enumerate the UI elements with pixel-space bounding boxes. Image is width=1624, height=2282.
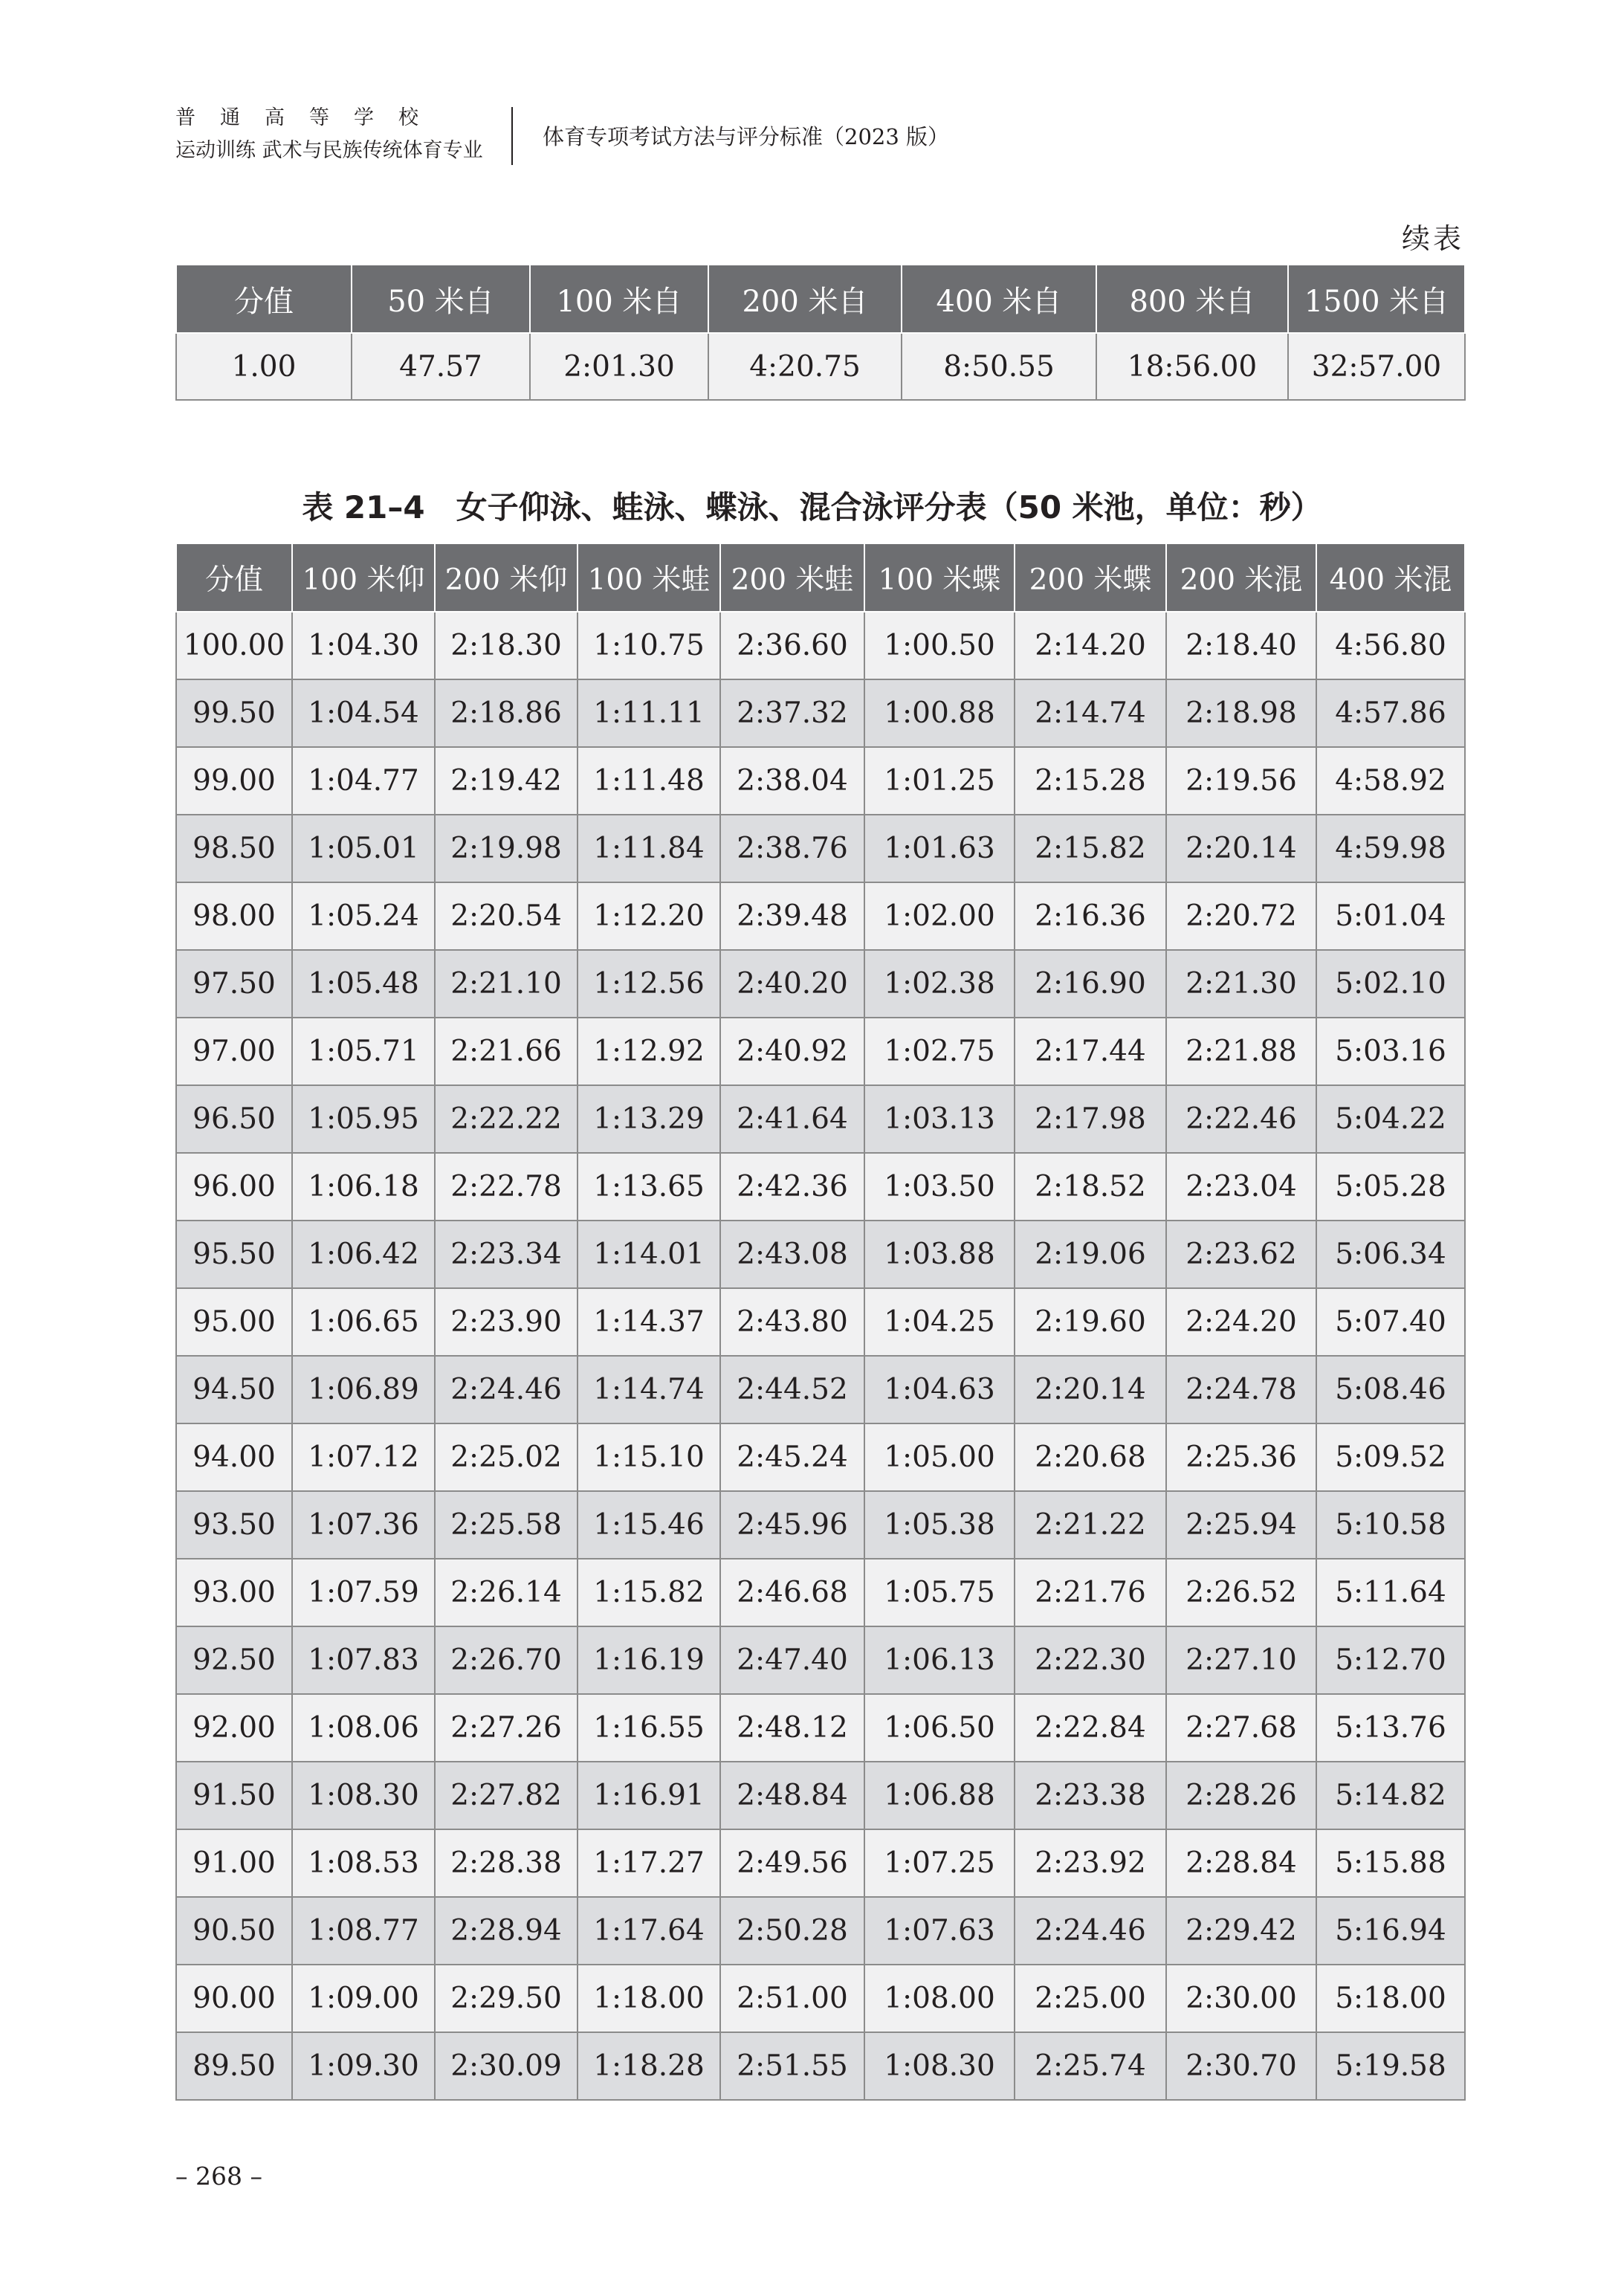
table-row <box>176 1897 1465 1965</box>
time-cell: 2:21.66 <box>435 1018 578 1085</box>
score-cell: 93.00 <box>176 1559 292 1626</box>
time-cell: 1:15.10 <box>578 1423 720 1491</box>
time-cell: 2:47.40 <box>720 1626 864 1694</box>
time-cell: 5:01.04 <box>1316 882 1465 950</box>
time-cell: 2:26.14 <box>435 1559 578 1626</box>
time-cell: 2:23.38 <box>1015 1762 1166 1829</box>
time-cell: 1:00.50 <box>864 612 1015 679</box>
time-cell: 2:30.70 <box>1166 2032 1316 2100</box>
time-cell: 1:10.75 <box>578 612 720 679</box>
time-cell: 5:05.28 <box>1316 1153 1465 1221</box>
table-row <box>176 333 1465 400</box>
time-cell: 1:11.48 <box>578 747 720 815</box>
table-row <box>176 1829 1465 1897</box>
score-cell: 89.50 <box>176 2032 292 2100</box>
time-cell: 8:50.55 <box>902 333 1096 400</box>
time-cell: 2:30.09 <box>435 2032 578 2100</box>
time-cell: 1:01.63 <box>864 815 1015 882</box>
time-cell: 2:25.36 <box>1166 1423 1316 1491</box>
table-row <box>176 815 1465 882</box>
time-cell: 2:16.90 <box>1015 950 1166 1018</box>
score-cell: 95.00 <box>176 1288 292 1356</box>
table-header-row <box>176 265 1465 333</box>
time-cell: 1:18.28 <box>578 2032 720 2100</box>
time-cell: 2:40.92 <box>720 1018 864 1085</box>
time-cell: 2:24.46 <box>435 1356 578 1423</box>
time-cell: 2:38.04 <box>720 747 864 815</box>
column-header: 100 米自 <box>530 265 708 333</box>
time-cell: 2:51.00 <box>720 1965 864 2032</box>
table-row <box>176 1694 1465 1762</box>
time-cell: 1:02.75 <box>864 1018 1015 1085</box>
time-cell: 2:26.52 <box>1166 1559 1316 1626</box>
header-divider <box>511 107 513 165</box>
time-cell: 1:08.53 <box>292 1829 435 1897</box>
time-cell: 2:15.28 <box>1015 747 1166 815</box>
time-cell: 1:02.38 <box>864 950 1015 1018</box>
time-cell: 1:03.50 <box>864 1153 1015 1221</box>
time-cell: 1:07.59 <box>292 1559 435 1626</box>
score-cell: 93.50 <box>176 1491 292 1559</box>
time-cell: 2:45.24 <box>720 1423 864 1491</box>
time-cell: 2:25.58 <box>435 1491 578 1559</box>
time-cell: 2:38.76 <box>720 815 864 882</box>
time-cell: 1:08.30 <box>292 1762 435 1829</box>
time-cell: 2:19.98 <box>435 815 578 882</box>
time-cell: 2:23.90 <box>435 1288 578 1356</box>
time-cell: 1:05.01 <box>292 815 435 882</box>
time-cell: 1:11.84 <box>578 815 720 882</box>
score-cell: 91.00 <box>176 1829 292 1897</box>
time-cell: 1:15.46 <box>578 1491 720 1559</box>
time-cell: 2:29.42 <box>1166 1897 1316 1965</box>
time-cell: 2:44.52 <box>720 1356 864 1423</box>
time-cell: 2:20.68 <box>1015 1423 1166 1491</box>
time-cell: 2:30.00 <box>1166 1965 1316 2032</box>
table-header-row <box>176 543 1465 612</box>
time-cell: 5:08.46 <box>1316 1356 1465 1423</box>
table-row <box>176 1559 1465 1626</box>
time-cell: 1:12.92 <box>578 1018 720 1085</box>
time-cell: 2:39.48 <box>720 882 864 950</box>
time-cell: 47.57 <box>352 333 530 400</box>
time-cell: 1:02.00 <box>864 882 1015 950</box>
page-number: – 268 – <box>175 2162 262 2191</box>
time-cell: 1:15.82 <box>578 1559 720 1626</box>
time-cell: 2:20.72 <box>1166 882 1316 950</box>
time-cell: 2:22.84 <box>1015 1694 1166 1762</box>
time-cell: 1:12.56 <box>578 950 720 1018</box>
time-cell: 1:14.01 <box>578 1221 720 1288</box>
time-cell: 2:21.88 <box>1166 1018 1316 1085</box>
time-cell: 1:07.25 <box>864 1829 1015 1897</box>
time-cell: 1:08.00 <box>864 1965 1015 2032</box>
score-cell: 92.00 <box>176 1694 292 1762</box>
time-cell: 1:09.30 <box>292 2032 435 2100</box>
time-cell: 5:02.10 <box>1316 950 1465 1018</box>
time-cell: 1:16.19 <box>578 1626 720 1694</box>
column-header: 分值 <box>176 543 292 612</box>
column-header: 400 米自 <box>902 265 1096 333</box>
time-cell: 1:17.64 <box>578 1897 720 1965</box>
score-cell: 90.50 <box>176 1897 292 1965</box>
time-cell: 2:19.06 <box>1015 1221 1166 1288</box>
time-cell: 1:04.63 <box>864 1356 1015 1423</box>
time-cell: 2:28.84 <box>1166 1829 1316 1897</box>
time-cell: 2:27.82 <box>435 1762 578 1829</box>
time-cell: 2:50.28 <box>720 1897 864 1965</box>
time-cell: 1:18.00 <box>578 1965 720 2032</box>
time-cell: 2:18.40 <box>1166 612 1316 679</box>
time-cell: 2:41.64 <box>720 1085 864 1153</box>
time-cell: 4:57.86 <box>1316 679 1465 747</box>
continued-label: 续表 <box>1401 222 1464 255</box>
column-header: 200 米蝶 <box>1015 543 1166 612</box>
time-cell: 2:14.20 <box>1015 612 1166 679</box>
table-row <box>176 679 1465 747</box>
table-body <box>176 333 1465 400</box>
score-cell: 96.00 <box>176 1153 292 1221</box>
time-cell: 2:24.20 <box>1166 1288 1316 1356</box>
table-row <box>176 1221 1465 1288</box>
time-cell: 1:05.75 <box>864 1559 1015 1626</box>
time-cell: 5:09.52 <box>1316 1423 1465 1491</box>
time-cell: 2:18.98 <box>1166 679 1316 747</box>
time-cell: 1:06.65 <box>292 1288 435 1356</box>
time-cell: 2:01.30 <box>530 333 708 400</box>
time-cell: 2:51.55 <box>720 2032 864 2100</box>
time-cell: 1:05.00 <box>864 1423 1015 1491</box>
time-cell: 2:21.76 <box>1015 1559 1166 1626</box>
time-cell: 2:26.70 <box>435 1626 578 1694</box>
score-cell: 94.00 <box>176 1423 292 1491</box>
school-name: 普通高等学校 <box>175 106 443 129</box>
score-cell: 97.00 <box>176 1018 292 1085</box>
time-cell: 1:05.95 <box>292 1085 435 1153</box>
time-cell: 1:04.77 <box>292 747 435 815</box>
time-cell: 1:07.36 <box>292 1491 435 1559</box>
time-cell: 1:11.11 <box>578 679 720 747</box>
time-cell: 2:21.10 <box>435 950 578 1018</box>
table-row <box>176 1965 1465 2032</box>
column-header: 分值 <box>176 265 352 333</box>
time-cell: 2:43.80 <box>720 1288 864 1356</box>
time-cell: 2:48.12 <box>720 1694 864 1762</box>
time-cell: 5:14.82 <box>1316 1762 1465 1829</box>
time-cell: 1:08.30 <box>864 2032 1015 2100</box>
column-header: 200 米蛙 <box>720 543 864 612</box>
time-cell: 2:43.08 <box>720 1221 864 1288</box>
table-row <box>176 1288 1465 1356</box>
time-cell: 2:23.92 <box>1015 1829 1166 1897</box>
score-cell: 99.50 <box>176 679 292 747</box>
time-cell: 2:37.32 <box>720 679 864 747</box>
column-header: 50 米自 <box>352 265 530 333</box>
table-row <box>176 1085 1465 1153</box>
time-cell: 2:22.30 <box>1015 1626 1166 1694</box>
time-cell: 1:04.30 <box>292 612 435 679</box>
time-cell: 2:24.46 <box>1015 1897 1166 1965</box>
time-cell: 2:48.84 <box>720 1762 864 1829</box>
time-cell: 2:25.00 <box>1015 1965 1166 2032</box>
score-cell: 94.50 <box>176 1356 292 1423</box>
time-cell: 1:06.13 <box>864 1626 1015 1694</box>
column-header: 100 米蛙 <box>578 543 720 612</box>
column-header: 400 米混 <box>1316 543 1465 612</box>
time-cell: 5:15.88 <box>1316 1829 1465 1897</box>
time-cell: 2:19.42 <box>435 747 578 815</box>
table-row <box>176 1491 1465 1559</box>
time-cell: 2:25.94 <box>1166 1491 1316 1559</box>
time-cell: 2:29.50 <box>435 1965 578 2032</box>
time-cell: 2:14.74 <box>1015 679 1166 747</box>
table-row <box>176 747 1465 815</box>
time-cell: 1:03.88 <box>864 1221 1015 1288</box>
time-cell: 2:46.68 <box>720 1559 864 1626</box>
time-cell: 1:13.29 <box>578 1085 720 1153</box>
score-cell: 97.50 <box>176 950 292 1018</box>
time-cell: 1:05.48 <box>292 950 435 1018</box>
time-cell: 2:36.60 <box>720 612 864 679</box>
table-row <box>176 950 1465 1018</box>
time-cell: 5:16.94 <box>1316 1897 1465 1965</box>
time-cell: 1:07.63 <box>864 1897 1015 1965</box>
time-cell: 2:21.30 <box>1166 950 1316 1018</box>
time-cell: 1:08.77 <box>292 1897 435 1965</box>
time-cell: 2:18.30 <box>435 612 578 679</box>
time-cell: 2:24.78 <box>1166 1356 1316 1423</box>
time-cell: 5:12.70 <box>1316 1626 1465 1694</box>
time-cell: 2:17.44 <box>1015 1018 1166 1085</box>
time-cell: 5:10.58 <box>1316 1491 1465 1559</box>
women-score-table <box>175 543 1466 2101</box>
time-cell: 18:56.00 <box>1096 333 1288 400</box>
table-title: 表 21–4 女子仰泳、蛙泳、蝶泳、混合泳评分表（50 米池，单位：秒） <box>302 489 1322 526</box>
time-cell: 2:27.26 <box>435 1694 578 1762</box>
table-row <box>176 1356 1465 1423</box>
time-cell: 2:45.96 <box>720 1491 864 1559</box>
time-cell: 1:08.06 <box>292 1694 435 1762</box>
time-cell: 2:28.38 <box>435 1829 578 1897</box>
time-cell: 2:40.20 <box>720 950 864 1018</box>
time-cell: 1:07.83 <box>292 1626 435 1694</box>
table-row <box>176 612 1465 679</box>
time-cell: 2:20.14 <box>1015 1356 1166 1423</box>
time-cell: 2:15.82 <box>1015 815 1166 882</box>
table-row <box>176 2032 1465 2100</box>
time-cell: 2:28.94 <box>435 1897 578 1965</box>
time-cell: 2:25.74 <box>1015 2032 1166 2100</box>
time-cell: 1:07.12 <box>292 1423 435 1491</box>
time-cell: 2:22.46 <box>1166 1085 1316 1153</box>
time-cell: 2:16.36 <box>1015 882 1166 950</box>
time-cell: 2:42.36 <box>720 1153 864 1221</box>
time-cell: 1:06.42 <box>292 1221 435 1288</box>
table-row <box>176 1018 1465 1085</box>
time-cell: 1:01.25 <box>864 747 1015 815</box>
time-cell: 2:23.62 <box>1166 1221 1316 1288</box>
time-cell: 5:06.34 <box>1316 1221 1465 1288</box>
time-cell: 4:20.75 <box>708 333 902 400</box>
time-cell: 1:04.25 <box>864 1288 1015 1356</box>
time-cell: 1:06.89 <box>292 1356 435 1423</box>
score-cell: 98.00 <box>176 882 292 950</box>
time-cell: 5:13.76 <box>1316 1694 1465 1762</box>
time-cell: 1:00.88 <box>864 679 1015 747</box>
time-cell: 2:28.26 <box>1166 1762 1316 1829</box>
time-cell: 5:03.16 <box>1316 1018 1465 1085</box>
score-cell: 98.50 <box>176 815 292 882</box>
header-left <box>175 104 495 165</box>
freestyle-score-table-continued <box>175 264 1466 401</box>
time-cell: 2:25.02 <box>435 1423 578 1491</box>
time-cell: 1:04.54 <box>292 679 435 747</box>
time-cell: 1:06.88 <box>864 1762 1015 1829</box>
time-cell: 2:18.86 <box>435 679 578 747</box>
time-cell: 2:23.04 <box>1166 1153 1316 1221</box>
time-cell: 1:16.91 <box>578 1762 720 1829</box>
time-cell: 1:06.50 <box>864 1694 1015 1762</box>
time-cell: 2:19.60 <box>1015 1288 1166 1356</box>
score-cell: 99.00 <box>176 747 292 815</box>
time-cell: 1:09.00 <box>292 1965 435 2032</box>
column-header: 100 米蝶 <box>864 543 1015 612</box>
time-cell: 5:19.58 <box>1316 2032 1465 2100</box>
time-cell: 5:04.22 <box>1316 1085 1465 1153</box>
column-header: 200 米仰 <box>435 543 578 612</box>
time-cell: 2:27.68 <box>1166 1694 1316 1762</box>
table-body <box>176 612 1465 2100</box>
book-title: 体育专项考试方法与评分标准（2023 版） <box>543 124 950 149</box>
time-cell: 1:14.74 <box>578 1356 720 1423</box>
column-header: 200 米混 <box>1166 543 1316 612</box>
time-cell: 5:11.64 <box>1316 1559 1465 1626</box>
score-cell: 92.50 <box>176 1626 292 1694</box>
score-cell: 95.50 <box>176 1221 292 1288</box>
time-cell: 4:56.80 <box>1316 612 1465 679</box>
time-cell: 1:06.18 <box>292 1153 435 1221</box>
time-cell: 4:59.98 <box>1316 815 1465 882</box>
column-header: 100 米仰 <box>292 543 435 612</box>
time-cell: 1:16.55 <box>578 1694 720 1762</box>
column-header: 200 米自 <box>708 265 902 333</box>
time-cell: 2:21.22 <box>1015 1491 1166 1559</box>
score-cell: 1.00 <box>176 333 352 400</box>
time-cell: 2:20.54 <box>435 882 578 950</box>
time-cell: 2:20.14 <box>1166 815 1316 882</box>
table-row <box>176 1423 1465 1491</box>
table-row <box>176 882 1465 950</box>
time-cell: 1:12.20 <box>578 882 720 950</box>
table-row <box>176 1153 1465 1221</box>
time-cell: 2:23.34 <box>435 1221 578 1288</box>
time-cell: 2:22.78 <box>435 1153 578 1221</box>
time-cell: 2:19.56 <box>1166 747 1316 815</box>
time-cell: 1:05.38 <box>864 1491 1015 1559</box>
time-cell: 5:07.40 <box>1316 1288 1465 1356</box>
time-cell: 2:17.98 <box>1015 1085 1166 1153</box>
table-row <box>176 1762 1465 1829</box>
time-cell: 2:22.22 <box>435 1085 578 1153</box>
time-cell: 2:27.10 <box>1166 1626 1316 1694</box>
column-header: 800 米自 <box>1096 265 1288 333</box>
score-cell: 91.50 <box>176 1762 292 1829</box>
time-cell: 1:17.27 <box>578 1829 720 1897</box>
table-row <box>176 1626 1465 1694</box>
time-cell: 1:05.71 <box>292 1018 435 1085</box>
score-cell: 100.00 <box>176 612 292 679</box>
time-cell: 32:57.00 <box>1288 333 1465 400</box>
column-header: 1500 米自 <box>1288 265 1465 333</box>
score-cell: 90.00 <box>176 1965 292 2032</box>
time-cell: 5:18.00 <box>1316 1965 1465 2032</box>
time-cell: 1:14.37 <box>578 1288 720 1356</box>
score-cell: 96.50 <box>176 1085 292 1153</box>
time-cell: 1:13.65 <box>578 1153 720 1221</box>
time-cell: 1:05.24 <box>292 882 435 950</box>
major-name: 运动训练 武术与民族传统体育专业 <box>175 139 483 162</box>
time-cell: 1:03.13 <box>864 1085 1015 1153</box>
time-cell: 4:58.92 <box>1316 747 1465 815</box>
time-cell: 2:18.52 <box>1015 1153 1166 1221</box>
time-cell: 2:49.56 <box>720 1829 864 1897</box>
